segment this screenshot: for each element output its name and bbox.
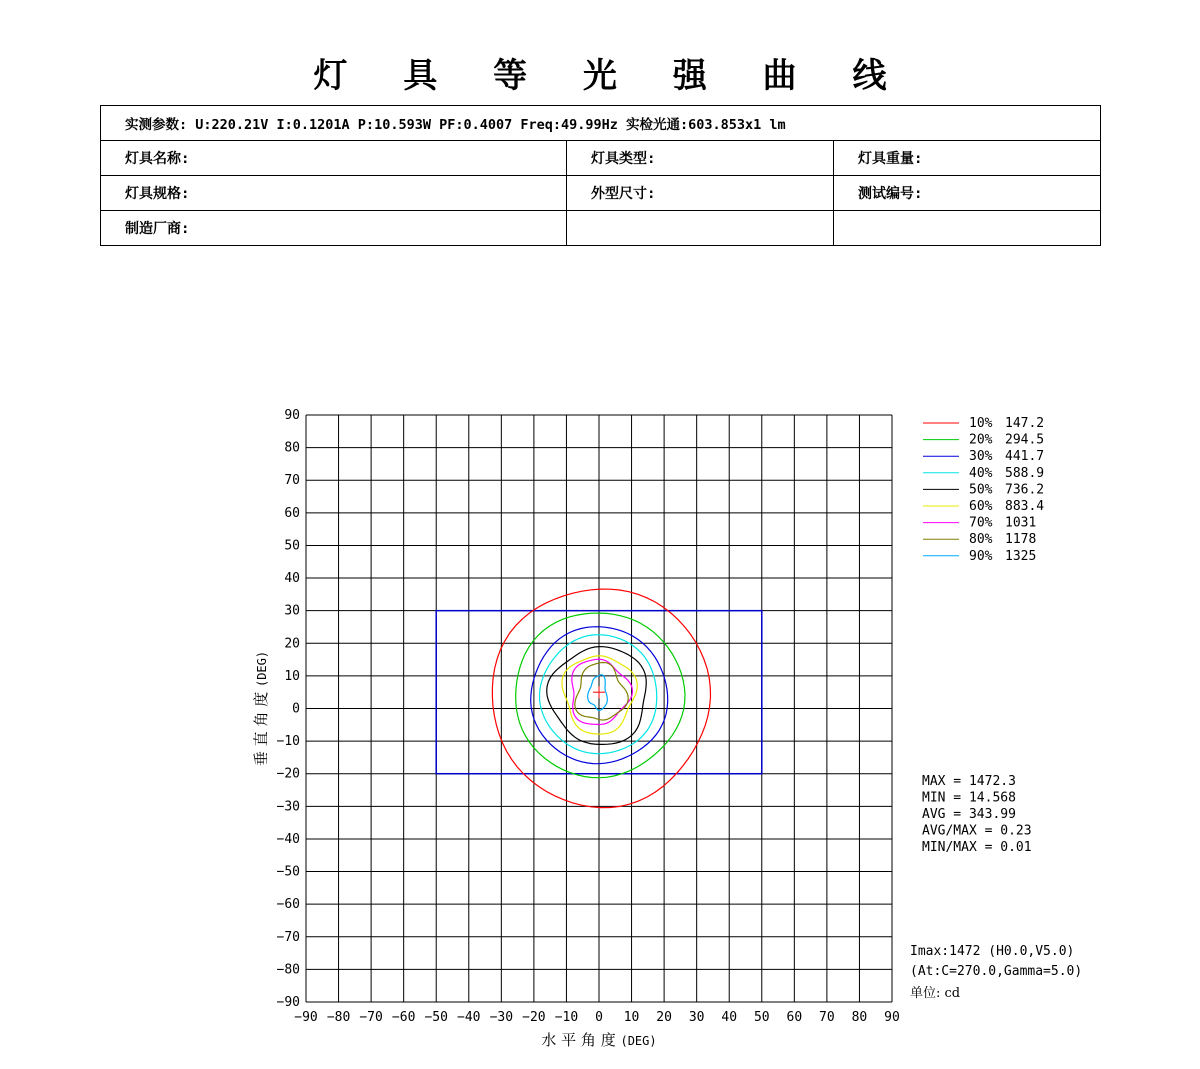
page-title: 灯 具 等 光 强 曲 线 xyxy=(313,56,909,96)
x-axis-unit: (DEG) xyxy=(620,1034,657,1048)
x-tick-label: 20 xyxy=(656,1010,672,1025)
legend-pct: 50% xyxy=(969,482,993,498)
dimensions-label: 外型尺寸: xyxy=(567,176,834,211)
y-tick-label: 10 xyxy=(284,668,300,684)
x-tick-label: −10 xyxy=(554,1010,579,1025)
legend-value: 1031 xyxy=(1005,515,1037,531)
legend-value: 1325 xyxy=(1005,548,1037,564)
x-tick-label: 40 xyxy=(721,1010,738,1025)
y-tick-label: −40 xyxy=(276,831,300,847)
manufacturer-label: 制造厂商: xyxy=(101,211,567,246)
stat-line: MIN/MAX = 0.01 xyxy=(922,840,1032,855)
contour-line-20pct xyxy=(516,613,685,778)
legend-pct: 10% xyxy=(969,416,993,431)
y-tick-label: 20 xyxy=(284,636,300,652)
measured-params: 实测参数: U:220.21V I:0.1201A P:10.593W PF:0.4007 Freq:49.99Hz 实检光通:603.853x1 lm xyxy=(101,106,1101,141)
legend-pct: 90% xyxy=(969,548,993,564)
y-tick-label: −80 xyxy=(276,962,300,978)
y-tick-label: −90 xyxy=(276,995,300,1010)
x-tick-label: 90 xyxy=(884,1010,900,1025)
legend-pct: 80% xyxy=(969,532,993,548)
contour-line-10pct xyxy=(492,589,710,808)
stat-line: MAX = 1472.3 xyxy=(922,774,1016,789)
lamp-spec-label: 灯具规格: xyxy=(101,176,567,211)
legend-pct: 40% xyxy=(969,465,993,481)
y-tick-label: −10 xyxy=(276,734,300,750)
x-tick-label: −90 xyxy=(294,1010,318,1025)
legend-pct: 20% xyxy=(969,432,993,448)
y-tick-label: 30 xyxy=(284,603,300,619)
x-tick-label: −80 xyxy=(326,1010,351,1025)
x-tick-label: −40 xyxy=(457,1010,481,1025)
y-tick-label: 50 xyxy=(284,538,300,554)
legend-value: 147.2 xyxy=(1005,416,1045,431)
legend-value: 1178 xyxy=(1005,532,1037,548)
legend-value: 441.7 xyxy=(1005,449,1045,465)
y-tick-label: 80 xyxy=(284,440,300,456)
x-tick-label: 10 xyxy=(623,1010,640,1025)
stat-line: AVG = 343.99 xyxy=(922,807,1016,822)
x-tick-label: 50 xyxy=(753,1010,770,1025)
y-tick-label: 60 xyxy=(284,505,300,521)
imax-line: (At:C=270.0,Gamma=5.0) xyxy=(910,964,1083,979)
y-tick-label: −70 xyxy=(276,929,300,945)
x-tick-label: 70 xyxy=(819,1010,835,1025)
y-tick-label: −60 xyxy=(276,897,300,913)
x-tick-label: −20 xyxy=(522,1010,546,1025)
legend-pct: 60% xyxy=(969,499,993,514)
stat-line: MIN = 14.568 xyxy=(922,790,1016,806)
x-tick-label: −50 xyxy=(424,1010,448,1025)
lamp-name-label: 灯具名称: xyxy=(101,141,567,176)
x-tick-label: 30 xyxy=(688,1010,705,1025)
y-tick-label: 0 xyxy=(292,701,300,717)
legend-value: 294.5 xyxy=(1005,432,1045,448)
test-number-label: 测试编号: xyxy=(834,176,1101,211)
lamp-type-label: 灯具类型: xyxy=(567,141,834,176)
y-tick-label: −30 xyxy=(276,799,300,815)
y-tick-label: 90 xyxy=(284,408,300,423)
stat-line: AVG/MAX = 0.23 xyxy=(922,823,1032,839)
x-tick-label: −30 xyxy=(489,1010,514,1025)
y-tick-label: −50 xyxy=(276,864,300,880)
y-tick-label: 70 xyxy=(284,473,300,489)
legend-value: 588.9 xyxy=(1005,465,1045,481)
legend-pct: 70% xyxy=(969,515,993,531)
x-tick-label: 60 xyxy=(786,1010,803,1025)
x-tick-label: 0 xyxy=(595,1010,603,1025)
lamp-weight-label: 灯具重量: xyxy=(834,141,1101,176)
imax-line: 单位: cd xyxy=(910,986,961,1001)
x-tick-label: −60 xyxy=(391,1010,416,1025)
legend-pct: 30% xyxy=(969,449,993,465)
y-axis-title: 垂 直 角 度 (DEG) xyxy=(252,650,270,767)
contour-line-40pct xyxy=(540,635,657,754)
x-tick-label: 80 xyxy=(851,1010,868,1025)
contour-line-80pct xyxy=(575,663,628,721)
contour-line-60pct xyxy=(562,656,637,734)
y-tick-label: −20 xyxy=(276,766,300,782)
imax-line: Imax:1472 (H0.0,V5.0) xyxy=(910,944,1075,959)
y-axis-unit: (DEG) xyxy=(255,650,269,688)
x-axis-title: 水 平 角 度 (DEG) xyxy=(541,1031,657,1049)
y-tick-label: 40 xyxy=(284,571,300,587)
legend-value: 883.4 xyxy=(1005,499,1045,514)
legend-value: 736.2 xyxy=(1005,482,1045,498)
x-tick-label: −70 xyxy=(359,1010,383,1025)
